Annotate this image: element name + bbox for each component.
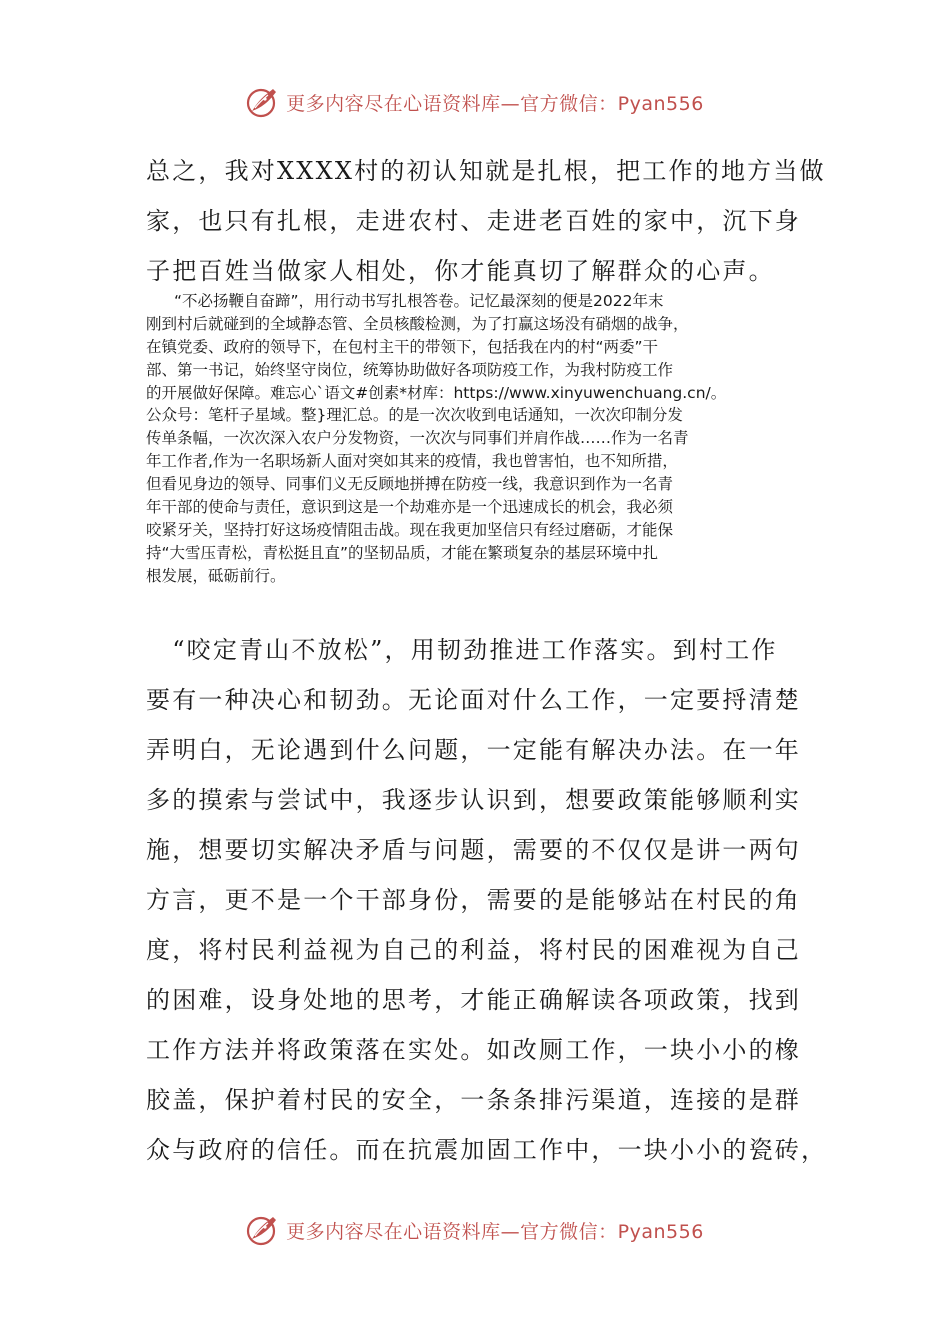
text-line: 年工作者,作为一名职场新人面对突如其来的疫情，我也曾害怕，也不知所措， [146, 452, 678, 471]
text-line: 公众号：笔杆子星域。整}理汇总。的是一次次收到电话通知，一次次印制分发 [146, 406, 683, 425]
text-line: 多的摸索与尝试中，我逐步认识到，想要政策能够顺利实 [146, 786, 801, 814]
text-line: 家，也只有扎根，走进农村、走进老百姓的家中，沉下身 [146, 207, 801, 235]
text-line: 施，想要切实解决矛盾与问题，需要的不仅仅是讲一两句 [146, 836, 801, 864]
banner-text: 更多内容尽在心语资料库—官方微信：Pyan556 [286, 92, 704, 115]
text-line: 弄明白，无论遇到什么问题，一定能有解决办法。在一年 [146, 736, 801, 764]
paragraph-intro [146, 146, 826, 296]
text-line: 在镇党委、政府的领导下，在包村主干的带领下，包括我在内的村“两委”干 [146, 337, 659, 356]
text-line: 总之，我对XXXX村的初认知就是扎根，把工作的地方当做 [146, 157, 826, 185]
text-line: 年干部的使命与责任，意识到这是一个劫难亦是一个迅速成长的机会，我必须 [146, 498, 674, 517]
text-line: 的开展做好保障。难忘心`语文#创素*材库：https://www.xinyuwenchuang.cn/。 [146, 383, 727, 402]
pen-nib-logo-icon [246, 1213, 280, 1247]
pen-nib-logo-icon [246, 85, 280, 119]
footer-banner [0, 1210, 950, 1250]
text-line: 度，将村民利益视为自己的利益，将村民的困难视为自己 [146, 936, 801, 964]
text-line: 工作方法并将政策落在实处。如改厕工作，一块小小的橡 [146, 1036, 801, 1064]
text-line: 子把百姓当做家人相处，你才能真切了解群众的心声。 [146, 257, 775, 285]
text-line: 方言，更不是一个干部身份，需要的是能够站在村民的角 [146, 886, 801, 914]
banner-text: 更多内容尽在心语资料库—官方微信：Pyan556 [286, 1220, 704, 1243]
text-line: 众与政府的信任。而在抗震加固工作中，一块小小的瓷砖， [146, 1136, 828, 1164]
text-line: 传单条幅，一次次深入农户分发物资，一次次与同事们并肩作战……作为一名青 [146, 429, 689, 448]
text-line: “不必扬鞭自奋蹄”，用行动书写扎根答卷。记忆最深刻的便是2022年末 [174, 292, 664, 310]
header-banner [0, 82, 950, 122]
paragraph-perseverance [146, 625, 828, 1175]
text-line: 胶盖，保护着村民的安全，一条条排污渠道，连接的是群 [146, 1086, 801, 1114]
paragraph-epidemic [146, 290, 806, 588]
text-line: 的困难，设身处地的思考，才能正确解读各项政策，找到 [146, 986, 801, 1014]
text-line: 持“大雪压青松，青松挺且直”的坚韧品质，才能在繁琐复杂的基层环境中扎 [146, 543, 659, 562]
text-line: 要有一种决心和韧劲。无论面对什么工作，一定要捋清楚 [146, 686, 801, 714]
text-line: 根发展，砥砺前行。 [146, 566, 286, 585]
text-line: 刚到村后就碰到的全域静态管、全员核酸检测，为了打赢这场没有硝烟的战争， [146, 314, 689, 333]
text-line: “咬定青山不放松”，用韧劲推进工作落实。到村工作 [146, 636, 778, 664]
text-line: 咬紧牙关，坚持打好这场疫情阻击战。现在我更加坚信只有经过磨砺，才能保 [146, 520, 674, 539]
text-line: 但看见身边的领导、同事们义无反顾地拼搏在防疫一线，我意识到作为一名青 [146, 475, 674, 494]
text-line: 部、第一书记，始终坚守岗位，统筹协助做好各项防疫工作，为我村防疫工作 [146, 360, 674, 379]
